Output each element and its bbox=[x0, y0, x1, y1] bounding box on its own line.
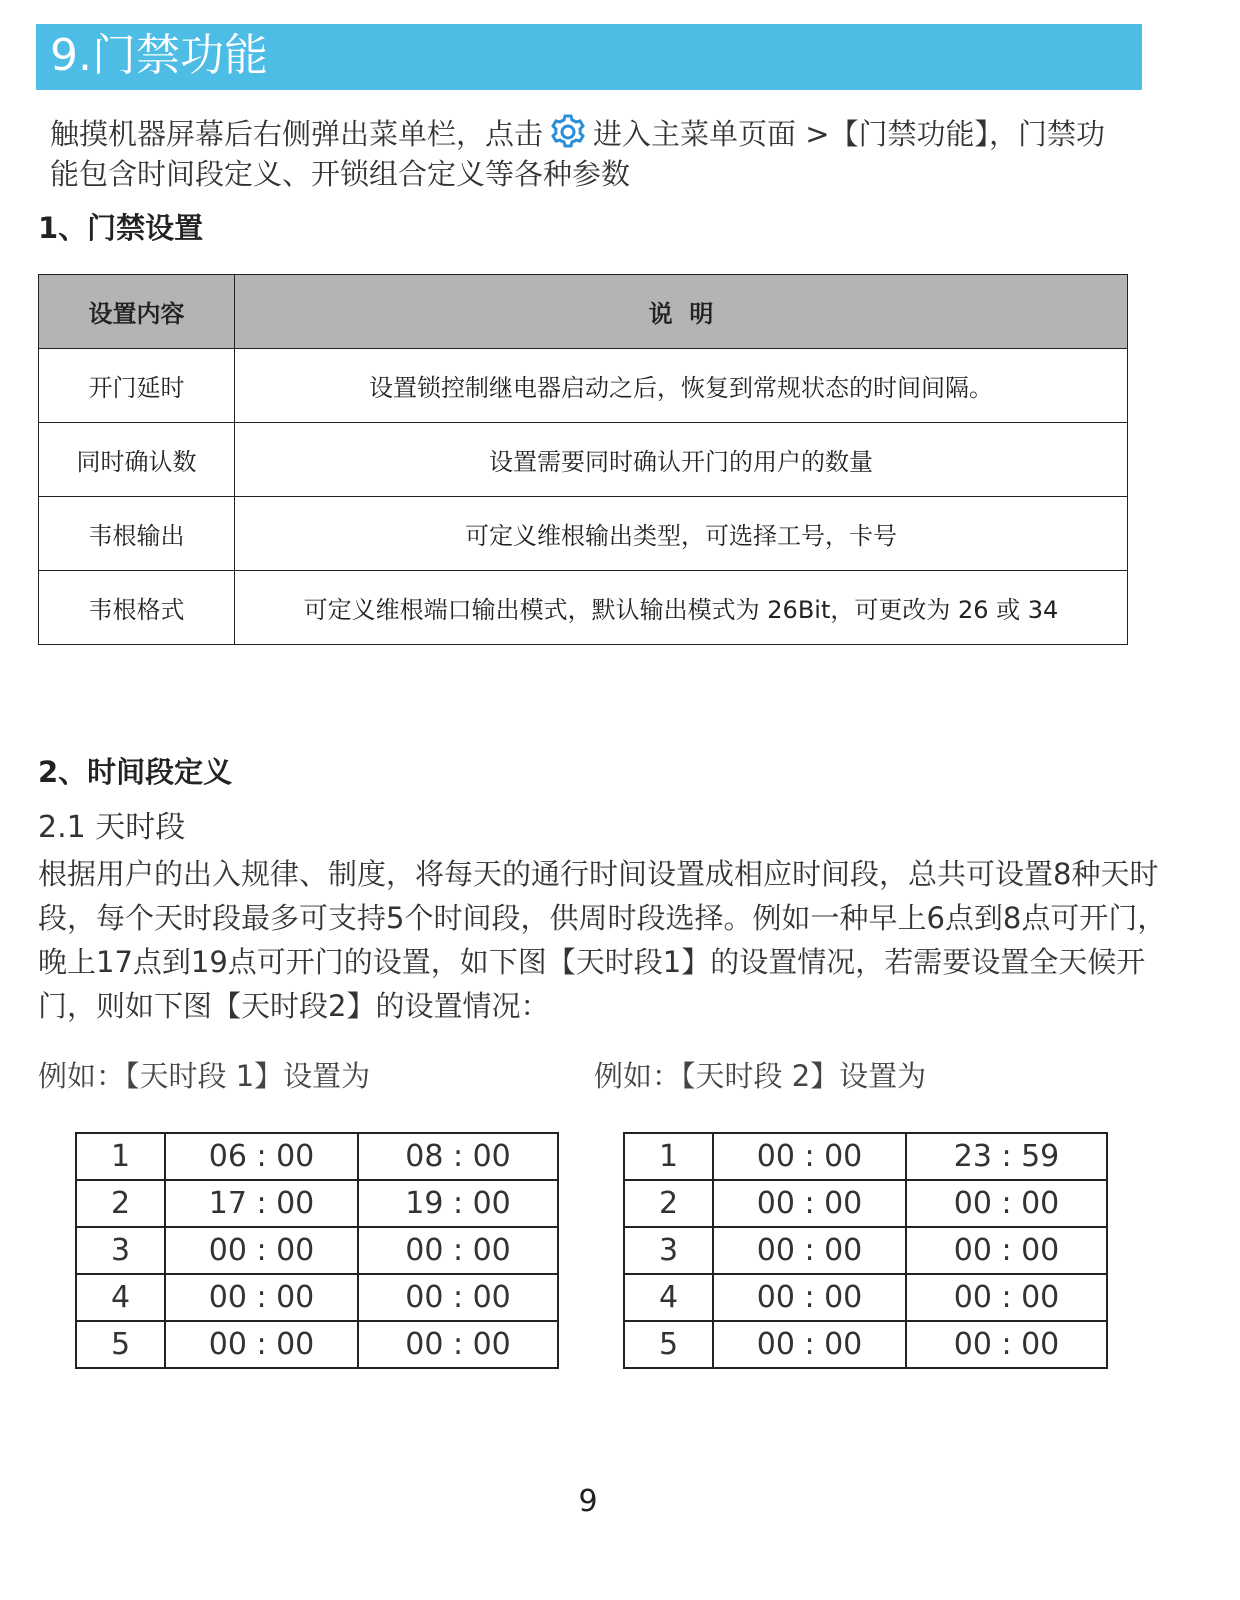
setting-description: 设置锁控制继电器启动之后，恢复到常规状态的时间间隔。 bbox=[235, 349, 1128, 423]
setting-description: 可定义维根输出类型，可选择工号，卡号 bbox=[235, 497, 1128, 571]
intro-text-before: 触摸机器屏幕后右侧弹出菜单栏，点击 bbox=[50, 117, 544, 151]
period-start: 00 : 00 bbox=[713, 1321, 906, 1368]
setting-description: 可定义维根端口输出模式，默认输出模式为 26Bit，可更改为 26 或 34 bbox=[235, 571, 1128, 645]
period-end: 00 : 00 bbox=[906, 1321, 1107, 1368]
period-end: 00 : 00 bbox=[906, 1227, 1107, 1274]
table-row bbox=[624, 1133, 1107, 1180]
period-start: 00 : 00 bbox=[165, 1321, 358, 1368]
table-row bbox=[624, 1321, 1107, 1368]
setting-name: 韦根输出 bbox=[39, 497, 235, 571]
period-index: 2 bbox=[76, 1180, 165, 1227]
period-end: 00 : 00 bbox=[358, 1321, 558, 1368]
setting-name: 开门延时 bbox=[39, 349, 235, 423]
period-index: 4 bbox=[76, 1274, 165, 1321]
period-end: 19 : 00 bbox=[358, 1180, 558, 1227]
example1-label: 例如：【天时段 1】设置为 bbox=[38, 1059, 371, 1093]
period-index: 1 bbox=[624, 1133, 713, 1180]
period-end: 23 : 59 bbox=[906, 1133, 1107, 1180]
period-end: 00 : 00 bbox=[906, 1180, 1107, 1227]
header-setting-content: 设置内容 bbox=[39, 275, 235, 349]
time-period-table-1 bbox=[75, 1132, 559, 1369]
header-description: 说 明 bbox=[235, 275, 1128, 349]
period-end: 00 : 00 bbox=[906, 1274, 1107, 1321]
table-row bbox=[624, 1274, 1107, 1321]
period-end: 00 : 00 bbox=[358, 1274, 558, 1321]
period-index: 3 bbox=[76, 1227, 165, 1274]
table-row bbox=[39, 497, 1128, 571]
setting-name: 同时确认数 bbox=[39, 423, 235, 497]
table-row bbox=[39, 349, 1128, 423]
period-index: 5 bbox=[76, 1321, 165, 1368]
door-settings-table bbox=[38, 274, 1128, 645]
subsection-heading: 2.1 天时段 bbox=[38, 810, 186, 845]
page-number: 9 bbox=[578, 1484, 598, 1519]
period-index: 1 bbox=[76, 1133, 165, 1180]
time-period-table-2 bbox=[623, 1132, 1108, 1369]
period-start: 00 : 00 bbox=[165, 1227, 358, 1274]
title-banner bbox=[36, 24, 1142, 90]
table-row bbox=[39, 571, 1128, 645]
period-start: 06 : 00 bbox=[165, 1133, 358, 1180]
table-row bbox=[76, 1133, 558, 1180]
table-row bbox=[624, 1227, 1107, 1274]
period-start: 00 : 00 bbox=[713, 1180, 906, 1227]
table-row bbox=[39, 423, 1128, 497]
period-index: 4 bbox=[624, 1274, 713, 1321]
table-row bbox=[76, 1321, 558, 1368]
section2-heading: 2、时间段定义 bbox=[38, 755, 233, 789]
period-start: 00 : 00 bbox=[713, 1133, 906, 1180]
intro-text-after: 进入主菜单页面 >【门禁功能】，门禁功能包含时间段定义、开锁组合定义等各种参数 bbox=[50, 117, 1106, 191]
setting-name: 韦根格式 bbox=[39, 571, 235, 645]
page-title: 9.门禁功能 bbox=[50, 30, 268, 81]
period-start: 00 : 00 bbox=[165, 1274, 358, 1321]
period-end: 00 : 00 bbox=[358, 1227, 558, 1274]
subsection-paragraph: 根据用户的出入规律、制度，将每天的通行时间设置成相应时间段，总共可设置8种天时段，每个天时段最多可支持5个时间段，供周时段选择。例如一种早上6点到8点可开门，晚上17点到19点可开门的设置，如下图【天时段1】的设置情况，若需要设置全天候开门，则如下图【天时段2】的设置情况： bbox=[38, 857, 1167, 1023]
table-row bbox=[624, 1180, 1107, 1227]
period-index: 3 bbox=[624, 1227, 713, 1274]
period-start: 00 : 00 bbox=[713, 1274, 906, 1321]
table-row bbox=[76, 1274, 558, 1321]
period-index: 5 bbox=[624, 1321, 713, 1368]
table-header-row bbox=[39, 275, 1128, 349]
period-start: 17 : 00 bbox=[165, 1180, 358, 1227]
period-end: 08 : 00 bbox=[358, 1133, 558, 1180]
table-row bbox=[76, 1227, 558, 1274]
intro-paragraph bbox=[50, 114, 1130, 194]
example2-label: 例如：【天时段 2】设置为 bbox=[594, 1059, 927, 1093]
period-index: 2 bbox=[624, 1180, 713, 1227]
period-start: 00 : 00 bbox=[713, 1227, 906, 1274]
setting-description: 设置需要同时确认开门的用户的数量 bbox=[235, 423, 1128, 497]
gear-icon bbox=[547, 114, 589, 150]
table-row bbox=[76, 1180, 558, 1227]
section1-heading: 1、门禁设置 bbox=[38, 211, 204, 245]
